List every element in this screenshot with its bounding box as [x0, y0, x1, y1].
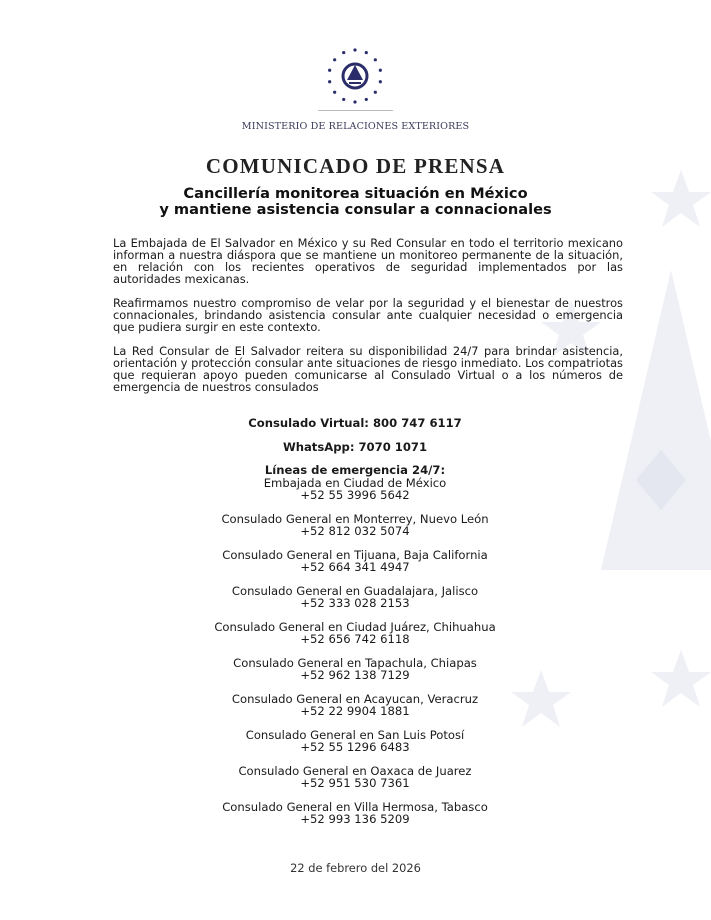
contact-entry: [155, 802, 555, 838]
consulate-phone: +52 55 1296 6483: [300, 739, 410, 754]
contact-entry: [155, 622, 555, 658]
contact-entry: [155, 766, 555, 802]
virtual-consulate-phone: Consulado Virtual: 800 747 6117: [248, 416, 462, 430]
consulate-phone: +52 962 138 7129: [300, 667, 410, 682]
contacts-section: [155, 415, 555, 838]
consulate-phone: +52 812 032 5074: [300, 523, 410, 538]
contact-entry: [155, 694, 555, 730]
coat-of-arms-icon: [325, 46, 385, 106]
consulate-phone: +52 55 3996 5642: [300, 487, 410, 502]
body-text: [113, 237, 623, 405]
contact-entry: [155, 514, 555, 550]
consulate-name: Consulado General en Acayucan, Veracruz: [231, 692, 479, 706]
consulate-name: Embajada en Ciudad de México: [263, 476, 447, 490]
consulate-name: Consulado General en Guadalajara, Jalisco: [231, 584, 479, 598]
seal-star-icon: [365, 51, 368, 54]
subtitle-line: Cancillería monitorea situación en México: [183, 185, 528, 202]
seal-star-icon: [374, 58, 377, 61]
emergency-heading: Líneas de emergencia 24/7:: [264, 463, 446, 477]
divider: [318, 110, 393, 111]
seal-star-icon: [379, 80, 382, 83]
subtitle-line: y mantiene asistencia consular a connacionales: [159, 201, 552, 218]
seal-star-icon: [342, 51, 345, 54]
seal-star-icon: [328, 80, 331, 83]
consulate-phone: +52 993 136 5209: [300, 811, 410, 826]
contact-entry: [155, 550, 555, 586]
consulate-name: Consulado General en Villa Hermosa, Tabasco: [222, 800, 488, 814]
paragraph: Reafirmamos nuestro compromiso de velar por la seguridad y el bienestar de nuestros connacionales, brindando asistencia consular ante cualquier necesidad o emergencia que pudiera surgir en este contexto.: [113, 296, 623, 334]
consulate-phone: +52 951 530 7361: [300, 775, 410, 790]
paragraph: La Embajada de El Salvador en México y su Red Consular en todo el territorio mexicano informan a nuestra diáspora que se mantiene un monitoreo permanente de la situación, en relación con los recientes operativos de seguridad implementados por las autoridades mexicanas.: [113, 236, 623, 286]
document-date: 22 de febrero del 2026: [290, 861, 421, 875]
seal-star-icon: [328, 69, 331, 72]
consulate-name: Consulado General en Ciudad Juárez, Chihuahua: [214, 620, 496, 634]
ministry-name: MINISTERIO DE RELACIONES EXTERIORES: [241, 121, 470, 132]
consulate-name: Consulado General en Monterrey, Nuevo León: [221, 512, 489, 526]
consulate-name: Consulado General en Tapachula, Chiapas: [233, 656, 477, 670]
seal-star-icon: [365, 98, 368, 101]
seal-star-icon: [374, 91, 377, 94]
seal-star-icon: [342, 98, 345, 101]
consulate-phone: +52 664 341 4947: [300, 559, 410, 574]
paragraph: La Red Consular de El Salvador reitera su disponibilidad 24/7 para brindar asistencia, orientación y protección consular ante situaciones de riesgo inmediato. Los compatriotas que requieran apoyo pueden comunicarse al Consulado Virtual o a los números de emergencia de nuestros consulados: [113, 344, 623, 394]
consulate-name: Consulado General en Tijuana, Baja California: [222, 548, 488, 562]
contact-entry: [155, 586, 555, 622]
consulate-phone: +52 656 742 6118: [300, 631, 410, 646]
seal-star-icon: [333, 91, 336, 94]
consulate-phone: +52 333 028 2153: [300, 595, 410, 610]
consulate-name: Consulado General en Oaxaca de Juarez: [238, 764, 472, 778]
seal-star-icon: [353, 48, 356, 51]
contact-entry: [155, 478, 555, 514]
consulate-name: Consulado General en San Luis Potosí: [245, 728, 465, 742]
seal-star-icon: [353, 100, 356, 103]
consulate-phone: +52 22 9904 1881: [300, 703, 410, 718]
whatsapp-number: WhatsApp: 7070 1071: [282, 440, 428, 454]
contact-entry: [155, 658, 555, 694]
contact-entry: [155, 730, 555, 766]
document-subtitle: [0, 186, 711, 218]
seal-star-icon: [333, 58, 336, 61]
seal-star-icon: [379, 69, 382, 72]
document-title: COMUNICADO DE PRENSA: [205, 154, 506, 178]
